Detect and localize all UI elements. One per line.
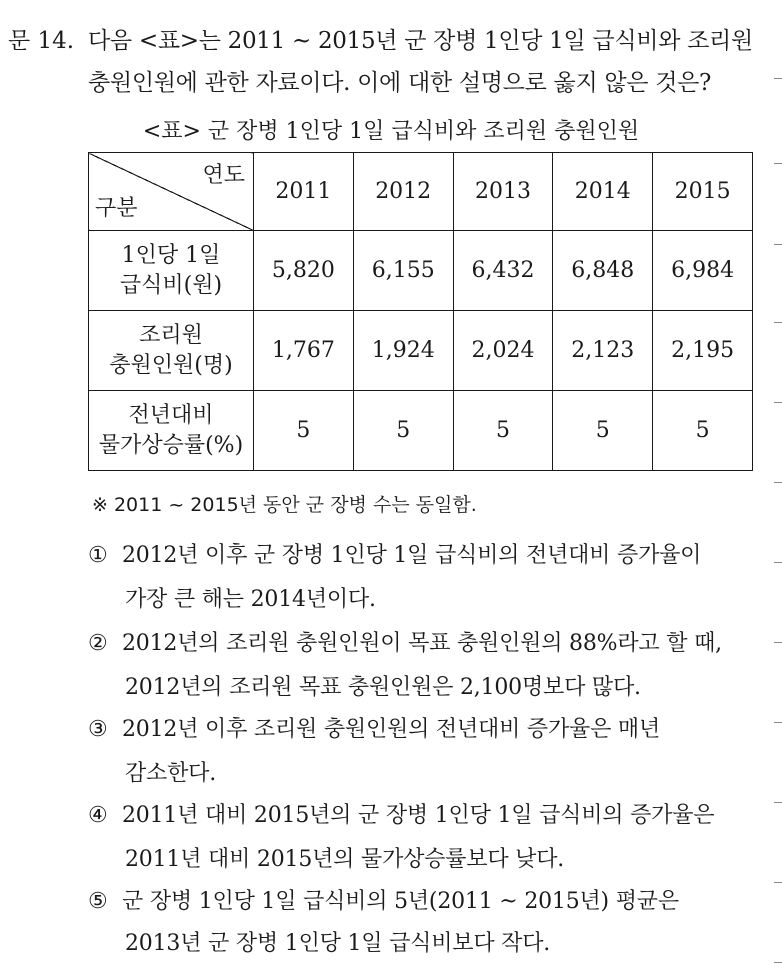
page-edge-mark bbox=[774, 322, 782, 323]
table-row bbox=[89, 311, 753, 391]
header-category-label: 구분 bbox=[95, 196, 138, 222]
year-header: 2012 bbox=[353, 153, 453, 231]
choice-3-continued: 감소한다. bbox=[125, 761, 217, 786]
page-edge-mark bbox=[774, 244, 782, 245]
year-header: 2015 bbox=[653, 153, 753, 231]
diagonal-header-cell bbox=[89, 153, 254, 231]
choice-3[interactable] bbox=[88, 712, 660, 743]
year-header: 2011 bbox=[254, 153, 354, 231]
question-number: 문 14. bbox=[8, 28, 75, 54]
data-table bbox=[88, 152, 753, 471]
table-cell: 5 bbox=[453, 391, 553, 471]
row-label-line: 물가상승률(%) bbox=[98, 432, 244, 458]
question-text-line-1: 다음 <표>는 2011 ~ 2015년 군 장병 1인당 1일 급식비와 조리원 bbox=[88, 28, 753, 54]
table-cell: 5,820 bbox=[254, 231, 354, 311]
table-cell: 1,767 bbox=[254, 311, 354, 391]
choice-4-continued: 2011년 대비 2015년의 물가상승률보다 낮다. bbox=[125, 847, 565, 872]
row-label-line: 충원인원(명) bbox=[109, 352, 233, 378]
table-cell: 6,432 bbox=[453, 231, 553, 311]
page-edge-mark bbox=[774, 482, 782, 483]
table-cell: 6,848 bbox=[553, 231, 653, 311]
row-label-line: 조리원 bbox=[139, 322, 203, 348]
choice-2-continued: 2012년의 조리원 목표 충원인원은 2,100명보다 많다. bbox=[125, 675, 641, 700]
choice-marker: ② bbox=[88, 631, 108, 656]
choice-text: 2011년 대비 2015년의 군 장병 1인당 1일 급식비의 증가율은 bbox=[122, 803, 715, 828]
table-cell: 5 bbox=[553, 391, 653, 471]
table-cell: 2,195 bbox=[653, 311, 753, 391]
choice-text: 2012년 이후 군 장병 1인당 1일 급식비의 전년대비 증가율이 bbox=[122, 543, 702, 568]
table-cell: 2,024 bbox=[453, 311, 553, 391]
page-edge-mark bbox=[774, 562, 782, 563]
choice-text: 2012년의 조리원 충원인원이 목표 충원인원의 88%라고 할 때, bbox=[122, 631, 722, 656]
table-note: ※ 2011 ~ 2015년 동안 군 장병 수는 동일함. bbox=[92, 494, 477, 516]
year-header: 2013 bbox=[453, 153, 553, 231]
table-row bbox=[89, 231, 753, 311]
page-edge-mark bbox=[774, 78, 782, 79]
table-row bbox=[89, 391, 753, 471]
table-header-row bbox=[89, 153, 753, 231]
choice-1-continued: 가장 큰 해는 2014년이다. bbox=[125, 587, 376, 612]
choice-text: 군 장병 1인당 1일 급식비의 5년(2011 ~ 2015년) 평균은 bbox=[122, 889, 679, 914]
question-text-line-2: 충원인원에 관한 자료이다. 이에 대한 설명으로 옳지 않은 것은? bbox=[88, 70, 712, 96]
row-label-line: 전년대비 bbox=[128, 402, 214, 428]
choice-marker: ③ bbox=[88, 717, 108, 742]
page-edge-mark bbox=[774, 802, 782, 803]
table-title: <표> 군 장병 1인당 1일 급식비와 조리원 충원인원 bbox=[142, 119, 640, 144]
page-edge-mark bbox=[774, 163, 782, 164]
table-cell: 6,984 bbox=[653, 231, 753, 311]
table-cell: 5 bbox=[653, 391, 753, 471]
table-cell: 2,123 bbox=[553, 311, 653, 391]
header-year-label: 연도 bbox=[202, 163, 245, 188]
choice-5[interactable] bbox=[88, 884, 679, 915]
row-label bbox=[89, 311, 254, 391]
row-label-line: 1인당 1일 bbox=[121, 242, 221, 268]
row-label bbox=[89, 391, 254, 471]
choice-2[interactable] bbox=[88, 626, 722, 657]
page-edge-mark bbox=[774, 642, 782, 643]
choice-5-continued: 2013년 군 장병 1인당 1일 급식비보다 작다. bbox=[125, 931, 551, 956]
choice-text: 2012년 이후 조리원 충원인원의 전년대비 증가율은 매년 bbox=[122, 717, 661, 742]
table-cell: 1,924 bbox=[353, 311, 453, 391]
year-header: 2014 bbox=[553, 153, 653, 231]
row-label bbox=[89, 231, 254, 311]
page-edge-mark bbox=[774, 882, 782, 883]
choice-marker: ④ bbox=[88, 803, 108, 828]
choice-marker: ⑤ bbox=[88, 889, 108, 914]
choice-1[interactable] bbox=[88, 538, 701, 569]
table-cell: 5 bbox=[353, 391, 453, 471]
page-edge-mark bbox=[774, 962, 782, 963]
choice-marker: ① bbox=[88, 543, 108, 568]
page-edge-mark bbox=[774, 402, 782, 403]
row-label-line: 급식비(원) bbox=[119, 272, 223, 298]
page-edge-mark bbox=[774, 722, 782, 723]
choice-4[interactable] bbox=[88, 798, 714, 829]
table-cell: 6,155 bbox=[353, 231, 453, 311]
table-cell: 5 bbox=[254, 391, 354, 471]
